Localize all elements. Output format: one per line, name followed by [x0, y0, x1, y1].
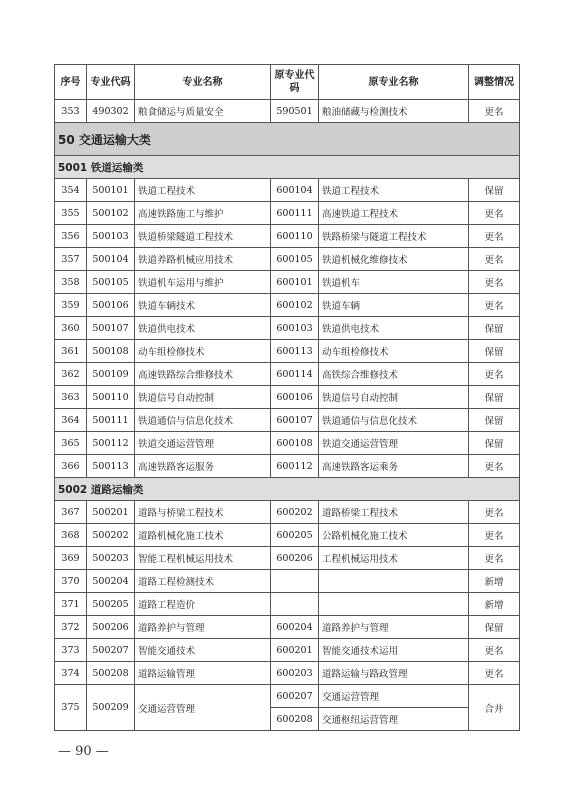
cell-seq: 371	[55, 593, 87, 616]
subcategory-row	[55, 478, 520, 501]
cell-adjust: 更名	[469, 547, 520, 570]
cell-orig-name: 高速铁道工程技术	[319, 202, 469, 225]
cell-orig-code: 600105	[271, 248, 319, 271]
cell-orig-name: 铁道车辆	[319, 294, 469, 317]
cell-orig-name: 高速铁路客运乘务	[319, 455, 469, 478]
cell-orig-code: 600207	[271, 685, 319, 708]
cell-seq: 357	[55, 248, 87, 271]
table-row	[55, 340, 520, 363]
cell-adjust: 新增	[469, 593, 520, 616]
cell-adjust: 新增	[469, 570, 520, 593]
cell-adjust: 保留	[469, 386, 520, 409]
cell-code: 500202	[87, 524, 135, 547]
cell-code: 500201	[87, 501, 135, 524]
cell-orig-name: 铁道供电技术	[319, 317, 469, 340]
table-row	[55, 524, 520, 547]
cell-seq: 365	[55, 432, 87, 455]
header-name: 专业名称	[135, 65, 271, 100]
cell-orig-code: 600201	[271, 639, 319, 662]
cell-adjust: 更名	[469, 100, 520, 123]
cell-orig-code: 600204	[271, 616, 319, 639]
table-row	[55, 455, 520, 478]
cell-orig-name: 交通运营管理	[319, 685, 469, 708]
cell-code: 500104	[87, 248, 135, 271]
cell-orig-code: 600114	[271, 363, 319, 386]
table-row	[55, 179, 520, 202]
cell-name: 动车组检修技术	[135, 340, 271, 363]
cell-adjust: 更名	[469, 524, 520, 547]
cell-name: 高速铁路客运服务	[135, 455, 271, 478]
header-adjust: 调整情况	[469, 65, 520, 100]
cell-orig-code: 600205	[271, 524, 319, 547]
cell-orig-name: 道路养护与管理	[319, 616, 469, 639]
cell-name: 铁道养路机械应用技术	[135, 248, 271, 271]
cell-seq: 354	[55, 179, 87, 202]
cell-orig-name	[319, 593, 469, 616]
cell-seq: 367	[55, 501, 87, 524]
cell-seq: 356	[55, 225, 87, 248]
cell-code: 500105	[87, 271, 135, 294]
cell-name: 铁道工程技术	[135, 179, 271, 202]
cell-name: 铁道桥梁隧道工程技术	[135, 225, 271, 248]
cell-adjust: 更名	[469, 294, 520, 317]
cell-seq: 358	[55, 271, 87, 294]
cell-adjust: 更名	[469, 363, 520, 386]
subcategory-label: 5002 道路运输类	[55, 478, 520, 501]
cell-name: 道路运输管理	[135, 662, 271, 685]
cell-code: 500113	[87, 455, 135, 478]
cell-code: 500108	[87, 340, 135, 363]
category-row	[55, 123, 520, 156]
cell-adjust: 更名	[469, 248, 520, 271]
cell-orig-name: 道路运输与路政管理	[319, 662, 469, 685]
cell-orig-name: 铁道机械化维修技术	[319, 248, 469, 271]
cell-adjust: 保留	[469, 616, 520, 639]
cell-code: 500107	[87, 317, 135, 340]
cell-orig-code	[271, 570, 319, 593]
cell-orig-code: 600110	[271, 225, 319, 248]
cell-orig-code: 600206	[271, 547, 319, 570]
table-row	[55, 547, 520, 570]
cell-adjust: 保留	[469, 340, 520, 363]
cell-orig-code: 590501	[271, 100, 319, 123]
cell-seq: 360	[55, 317, 87, 340]
cell-seq: 359	[55, 294, 87, 317]
cell-seq: 368	[55, 524, 87, 547]
cell-orig-name: 粮油储藏与检测技术	[319, 100, 469, 123]
cell-orig-code: 600203	[271, 662, 319, 685]
cell-adjust: 保留	[469, 409, 520, 432]
cell-orig-name: 高铁综合维修技术	[319, 363, 469, 386]
cell-adjust: 更名	[469, 202, 520, 225]
cell-seq: 353	[55, 100, 87, 123]
table-row	[55, 386, 520, 409]
cell-orig-code: 600208	[271, 708, 319, 731]
cell-orig-name: 交通枢纽运营管理	[319, 708, 469, 731]
table-row	[55, 317, 520, 340]
cell-adjust: 更名	[469, 639, 520, 662]
table-row	[55, 616, 520, 639]
table-row	[55, 363, 520, 386]
table-row	[55, 225, 520, 248]
cell-orig-code: 600107	[271, 409, 319, 432]
cell-name: 道路养护与管理	[135, 616, 271, 639]
cell-orig-code: 600112	[271, 455, 319, 478]
cell-adjust: 合并	[469, 685, 520, 731]
cell-seq: 369	[55, 547, 87, 570]
cell-adjust: 更名	[469, 501, 520, 524]
cell-name: 铁道机车运用与维护	[135, 271, 271, 294]
cell-code: 500101	[87, 179, 135, 202]
table-row	[55, 100, 520, 123]
cell-code: 500103	[87, 225, 135, 248]
cell-seq: 370	[55, 570, 87, 593]
cell-code: 500111	[87, 409, 135, 432]
cell-orig-name: 铁道通信与信息化技术	[319, 409, 469, 432]
cell-orig-code: 600202	[271, 501, 319, 524]
cell-name: 高速铁路综合维修技术	[135, 363, 271, 386]
subcategory-label: 5001 铁道运输类	[55, 156, 520, 179]
cell-orig-name: 工程机械运用技术	[319, 547, 469, 570]
cell-seq: 362	[55, 363, 87, 386]
cell-name: 智能交通技术	[135, 639, 271, 662]
table-row	[55, 271, 520, 294]
cell-name: 铁道信号自动控制	[135, 386, 271, 409]
cell-orig-name: 铁道工程技术	[319, 179, 469, 202]
cell-seq: 361	[55, 340, 87, 363]
table-row	[55, 662, 520, 685]
cell-code: 500109	[87, 363, 135, 386]
cell-name: 高速铁路施工与维护	[135, 202, 271, 225]
header-orig-code: 原专业代码	[271, 65, 319, 100]
subcategory-row	[55, 156, 520, 179]
cell-code: 500205	[87, 593, 135, 616]
header-code: 专业代码	[87, 65, 135, 100]
cell-orig-name: 铁道信号自动控制	[319, 386, 469, 409]
cell-name: 铁道通信与信息化技术	[135, 409, 271, 432]
cell-orig-code: 600102	[271, 294, 319, 317]
cell-seq: 355	[55, 202, 87, 225]
cell-adjust: 保留	[469, 432, 520, 455]
table-row	[55, 570, 520, 593]
cell-code: 500207	[87, 639, 135, 662]
header-orig-name: 原专业名称	[319, 65, 469, 100]
cell-orig-code: 600104	[271, 179, 319, 202]
header-seq: 序号	[55, 65, 87, 100]
table-row	[55, 202, 520, 225]
cell-orig-code: 600106	[271, 386, 319, 409]
cell-seq: 374	[55, 662, 87, 685]
cell-code: 500204	[87, 570, 135, 593]
cell-orig-code	[271, 593, 319, 616]
cell-seq: 373	[55, 639, 87, 662]
cell-orig-name: 智能交通技术运用	[319, 639, 469, 662]
cell-code: 500203	[87, 547, 135, 570]
table-row	[55, 409, 520, 432]
table-row	[55, 501, 520, 524]
cell-name: 铁道车辆技术	[135, 294, 271, 317]
cell-code: 500112	[87, 432, 135, 455]
cell-name: 铁道供电技术	[135, 317, 271, 340]
cell-name: 道路工程检测技术	[135, 570, 271, 593]
cell-seq: 366	[55, 455, 87, 478]
cell-name: 粮食储运与质量安全	[135, 100, 271, 123]
cell-orig-code: 600108	[271, 432, 319, 455]
major-catalog-table	[54, 64, 520, 731]
cell-orig-code: 600113	[271, 340, 319, 363]
cell-orig-name: 铁道机车	[319, 271, 469, 294]
cell-orig-code: 600101	[271, 271, 319, 294]
cell-adjust: 保留	[469, 179, 520, 202]
cell-adjust: 更名	[469, 662, 520, 685]
cell-code: 500102	[87, 202, 135, 225]
cell-name: 铁道交通运营管理	[135, 432, 271, 455]
cell-code: 500106	[87, 294, 135, 317]
page-number: — 90 —	[58, 744, 109, 759]
cell-orig-name: 公路机械化施工技术	[319, 524, 469, 547]
header-row	[55, 65, 520, 100]
cell-code: 500208	[87, 662, 135, 685]
cell-adjust: 更名	[469, 225, 520, 248]
cell-seq: 364	[55, 409, 87, 432]
cell-name: 智能工程机械运用技术	[135, 547, 271, 570]
category-label: 50 交通运输大类	[55, 123, 520, 156]
cell-orig-name	[319, 570, 469, 593]
cell-orig-name: 动车组检修技术	[319, 340, 469, 363]
cell-code: 500206	[87, 616, 135, 639]
cell-orig-name: 铁道交通运营管理	[319, 432, 469, 455]
cell-orig-code: 600103	[271, 317, 319, 340]
cell-code: 500110	[87, 386, 135, 409]
cell-adjust: 更名	[469, 271, 520, 294]
table-row	[55, 432, 520, 455]
cell-code: 490302	[87, 100, 135, 123]
cell-adjust: 更名	[469, 455, 520, 478]
table-row-merged	[55, 685, 520, 708]
cell-orig-code: 600111	[271, 202, 319, 225]
cell-code: 500209	[87, 685, 135, 731]
cell-name: 道路机械化施工技术	[135, 524, 271, 547]
cell-name: 道路工程造价	[135, 593, 271, 616]
cell-name: 交通运营管理	[135, 685, 271, 731]
cell-seq: 363	[55, 386, 87, 409]
cell-orig-name: 道路桥梁工程技术	[319, 501, 469, 524]
table-row	[55, 593, 520, 616]
table-row	[55, 294, 520, 317]
cell-seq: 372	[55, 616, 87, 639]
cell-name: 道路与桥梁工程技术	[135, 501, 271, 524]
table-row	[55, 248, 520, 271]
cell-orig-name: 铁路桥梁与隧道工程技术	[319, 225, 469, 248]
cell-seq: 375	[55, 685, 87, 731]
cell-adjust: 保留	[469, 317, 520, 340]
table-row	[55, 639, 520, 662]
